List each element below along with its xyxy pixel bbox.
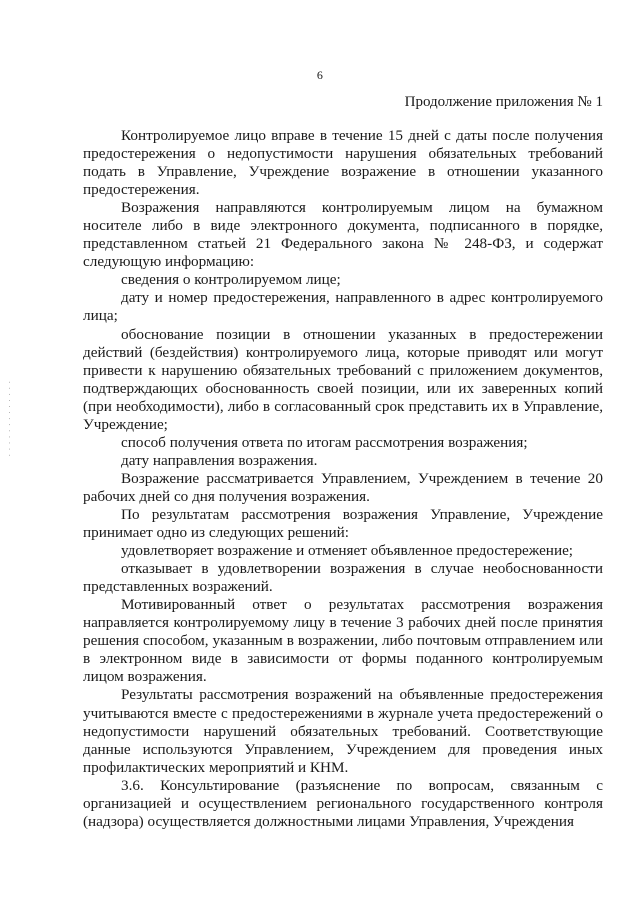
scan-margin-marks: · · · · · · · · · · · · · [6,380,14,457]
paragraph: 3.6. Консультирование (разъяснение по вопросам, связанным с организацией и осуществлением регионального государственного контроля (надзора) осуществляется должностными лицами Управления, Учреждения [83,776,603,830]
paragraph: По результатам рассмотрения возражения Управление, Учреждение принимает одно из следующих решений: [83,505,603,542]
list-item: отказывает в удовлетворении возражения в случае необоснованности представленных возражений. [83,560,603,596]
paragraph: Возражение рассматривается Управлением, Учреждением в течение 20 рабочих дней со дня получения возражения. [83,469,603,505]
paragraph: Мотивированный ответ о результатах рассмотрения возражения направляется контролируемому лицу в течение 3 рабочих дней после принятия решения способом, указанным в возражении, либо почтовым отправлением или в электронном виде в зависимости от формы поданного контролируемым лицом возражения. [83,596,603,686]
list-item: дату и номер предостережения, направленного в адрес контролируемого лица; [83,289,603,325]
list-item: сведения о контролируемом лице; [121,271,341,289]
document-body [83,127,603,831]
paragraph: Контролируемое лицо вправе в течение 15 дней с даты после получения предостережения о недопустимости нарушения обязательных требований подать в Управление, Учреждение возражение в отношении указанного предостережения. [83,127,603,199]
list-item: удовлетворяет возражение и отменяет объявленное предостережение; [121,542,574,560]
list-item: дату направления возражения. [121,451,318,469]
page-number: 6 [316,68,324,82]
paragraph: Результаты рассмотрения возражений на объявленные предостережения учитываются вместе с предостережениями в журнале учета предостережений о недопустимости нарушений обязательных требований. Соответствующие данные используются Управлением, Учреждением для проведения иных профилактических мероприятий и КНМ. [83,686,603,776]
list-item: способ получения ответа по итогам рассмотрения возражения; [121,433,528,451]
appendix-continuation-header: Продолжение приложения № 1 [404,94,603,110]
list-item: обоснование позиции в отношении указанных в предостережении действий (бездействия) контролируемого лица, которые приводят или могут привести к нарушению обязательных требований с приложением документов, подтверждающих обоснованность своей позиции, или их заверенных копий (при необходимости), либо в согласованный срок представить их в Управление, Учреждение; [83,325,603,433]
paragraph: Возражения направляются контролируемым лицом на бумажном носителе либо в виде электронного документа, подписанного в порядке, представленном статьей 21 Федерального закона № 248-ФЗ, и содержат следующую информацию: [83,199,603,271]
